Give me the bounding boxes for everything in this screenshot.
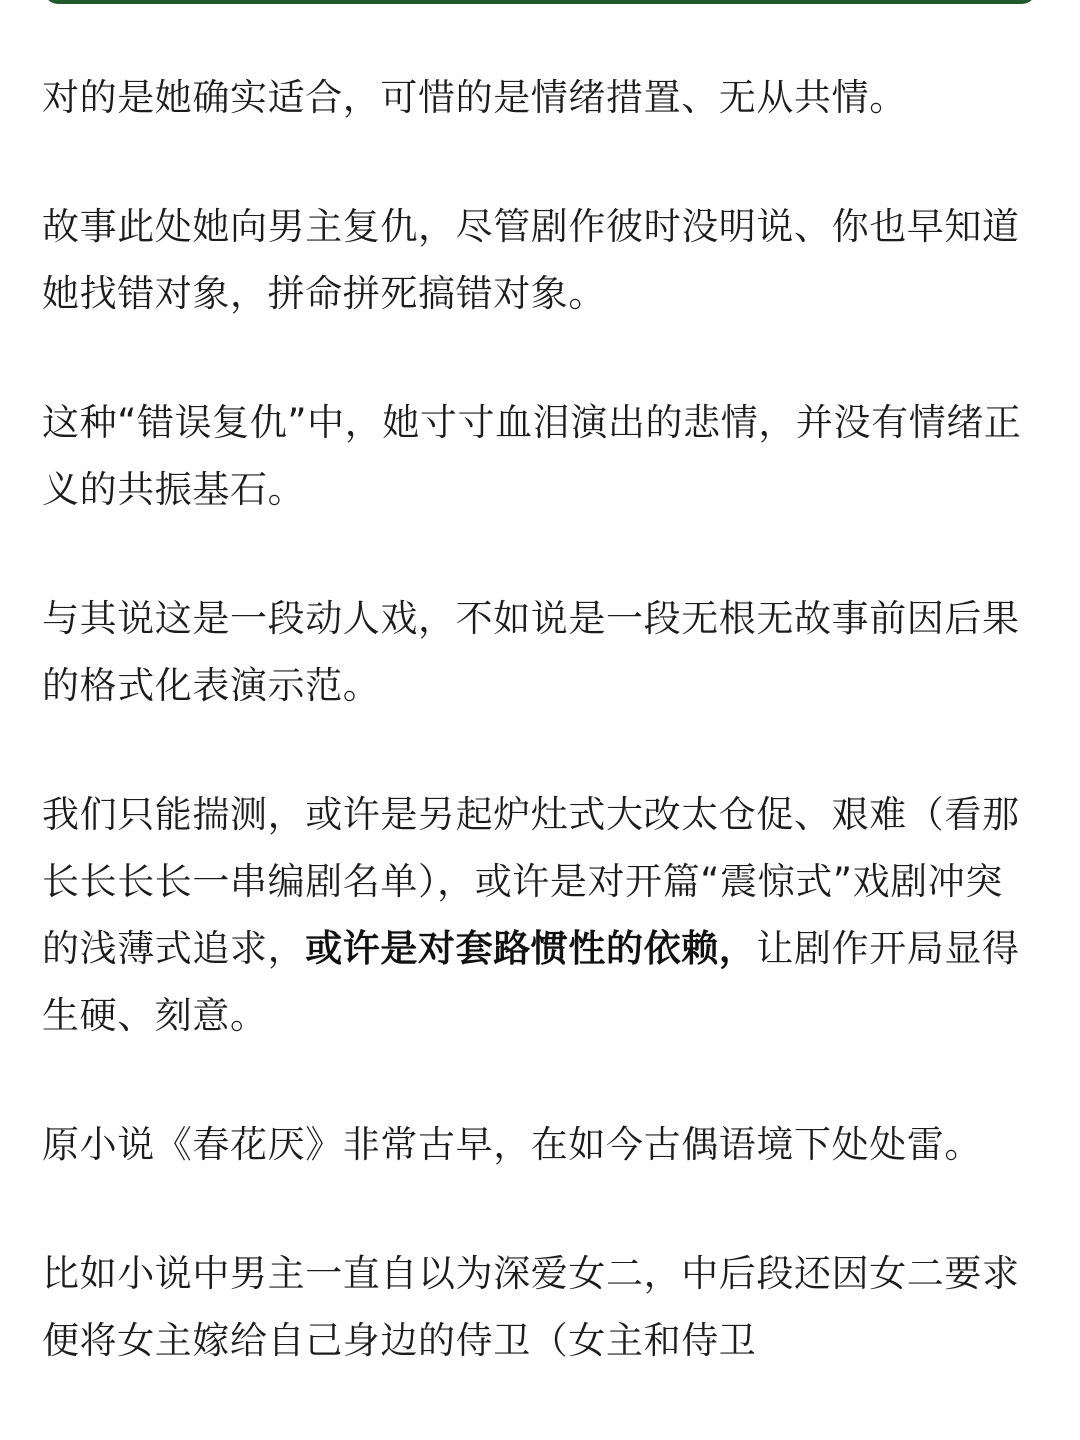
- article-paragraph: 这种“错误复仇”中，她寸寸血泪演出的悲情，并没有情绪正义的共振基石。: [42, 401, 1022, 511]
- paragraph-text: 让剧作开局显得生硬、刻意。: [42, 927, 1020, 1037]
- article-paragraph: 故事此处她向男主复仇，尽管剧作彼时没明说、你也早知道她找错对象，拼命拼死搞错对象。: [42, 205, 1020, 315]
- article-paragraph: 与其说这是一段动人戏，不如说是一段无根无故事前因后果的格式化表演示范。: [42, 597, 1020, 707]
- article-body: [42, 64, 1038, 1436]
- article-paragraph: 比如小说中男主一直自以为深爱女二，中后段还因女二要求便将女主嫁给自己身边的侍卫（女主和侍卫: [42, 1252, 1020, 1362]
- article-top-image: [44, 0, 1036, 4]
- article-paragraph-with-emphasis: [42, 781, 1038, 1049]
- emphasized-text: 或许是对套路惯性的依赖，: [305, 927, 757, 970]
- article-paragraph: 对的是她确实适合，可惜的是情绪措置、无从共情。: [42, 76, 907, 119]
- article-paragraph: 原小说《春花厌》非常古早，在如今古偶语境下处处雷。: [42, 1123, 982, 1166]
- paragraph-text: 我们只能揣测，或许是另起炉灶式大改太仓促、艰难（看那长长长长一串编剧名单），或许是对开篇“震惊式”戏剧冲突的浅薄式追求，: [42, 793, 1020, 970]
